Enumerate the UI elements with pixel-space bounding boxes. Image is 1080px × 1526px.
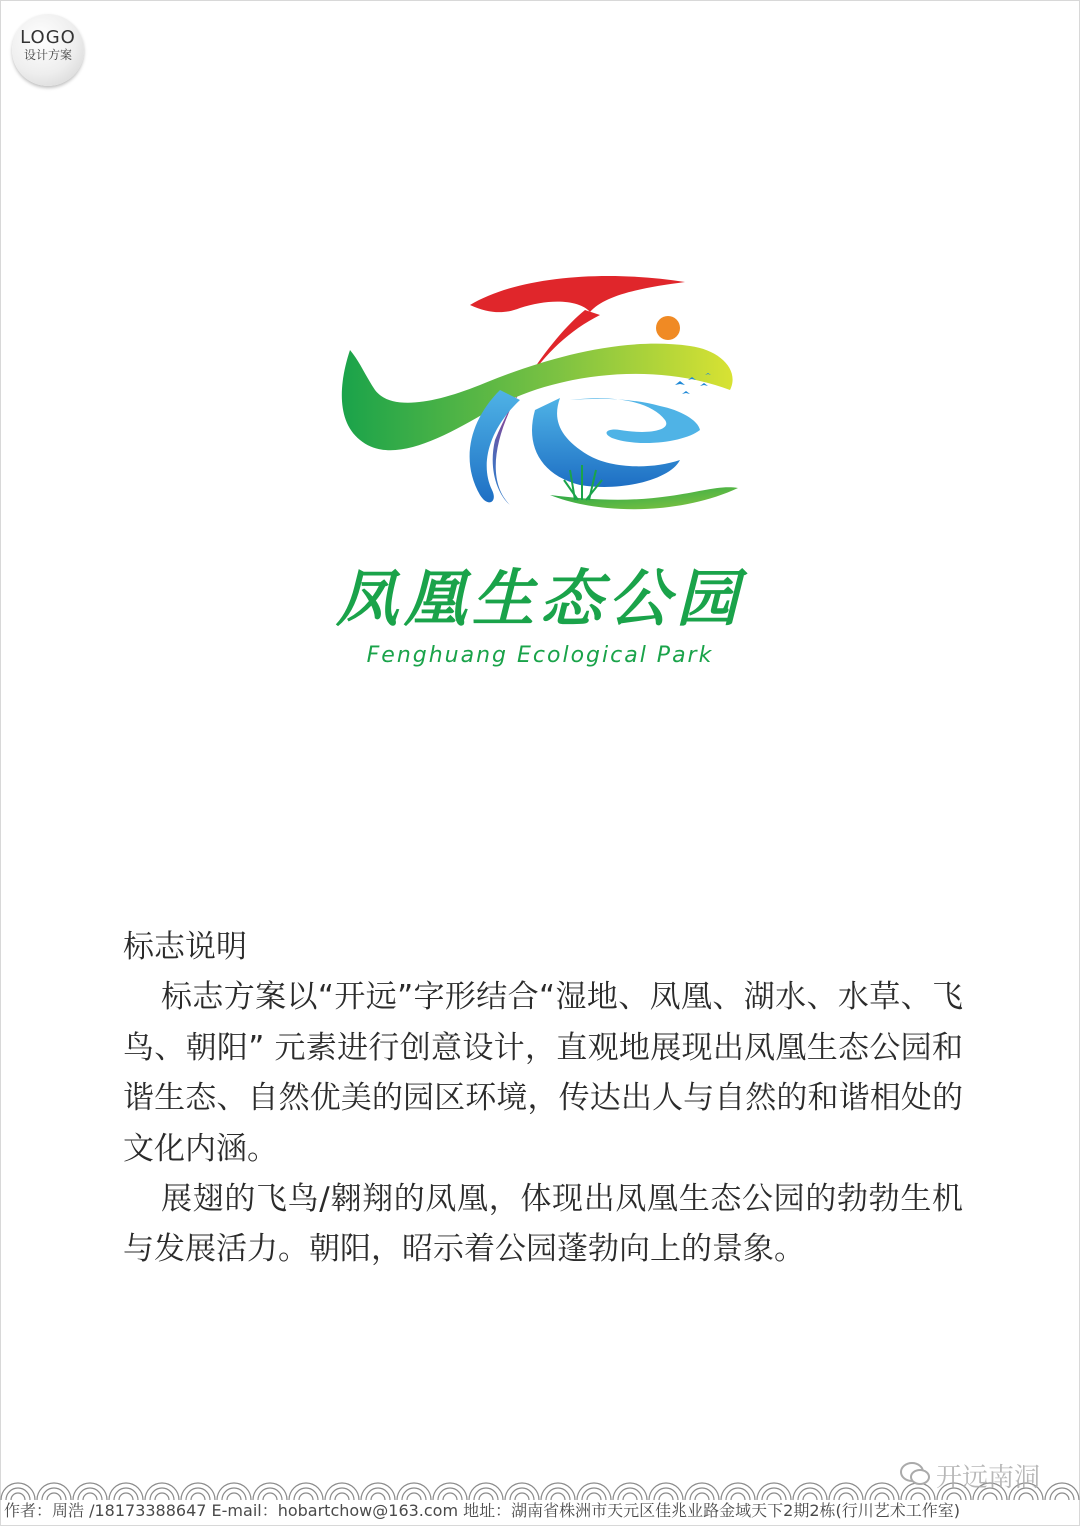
logo-name-chinese: 凤凰生态公园: [335, 562, 744, 635]
wechat-icon: [900, 1459, 930, 1499]
phoenix-wing-shape: [470, 276, 685, 312]
logo-name-english: Fenghuang Ecological Park: [366, 643, 714, 668]
river-shape: [570, 398, 700, 443]
description-paragraph-2: 展翅的飞鸟/翱翔的凤凰，体现出凤凰生态公园的勃勃生机与发展活力。朝阳，昭示着公园蓬勃向上的景象。: [123, 1181, 963, 1268]
watermark: [900, 1458, 1040, 1498]
logo-description: [123, 922, 963, 1275]
watermark-text: 开远南洞: [936, 1463, 1041, 1493]
description-paragraph-1: 标志方案以“开远”字形结合“湿地、凤凰、湖水、水草、飞鸟、朝阳” 元素进行创意设计，直观地展现出凤凰生态公园和谐生态、自然优美的园区环境，传达出人与自然的和谐相处的文化内涵。: [123, 979, 963, 1167]
footer-contact: 作者：周浩 /18173388647 E-mail：hobartchow@163.com 地址：湖南省株洲市天元区佳兆业路金域天下2期2栋(行川艺术工作室): [4, 1501, 960, 1520]
description-heading: 标志说明: [123, 929, 247, 965]
flying-phoenix-lake-emblem-icon: [320, 270, 760, 530]
rising-sun-shape: [656, 316, 680, 340]
badge-subtitle: 设计方案: [23, 48, 72, 62]
logo-badge: [12, 14, 84, 86]
badge-title: LOGO: [20, 27, 76, 48]
grass-bowl-shape: [550, 487, 738, 509]
